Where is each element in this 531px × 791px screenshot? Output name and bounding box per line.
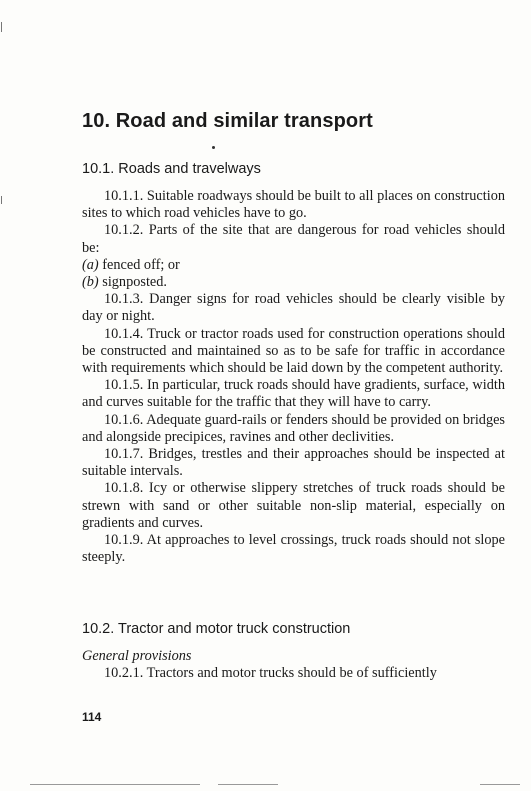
- list-item: [82, 257, 505, 274]
- paragraph-10-1-4: 10.1.4. Truck or tractor roads used for construction operations should be constructed and maintained so as to be safe for traffic in accordance with requirements which should be laid down by the competent authority.: [82, 325, 505, 377]
- scan-edge-mark-middle: [1, 196, 2, 204]
- section-heading-tractor: 10.2. Tractor and motor truck construction: [82, 621, 351, 637]
- scan-edge-mark-top: [1, 22, 2, 32]
- chapter-title: 10. Road and similar transport: [82, 110, 373, 132]
- print-speck: [212, 146, 215, 149]
- list-item-text: signposted.: [102, 274, 167, 291]
- subheading-general-provisions: General provisions: [82, 648, 192, 664]
- scan-bottom-rule: [480, 784, 520, 785]
- section-body-tractor: [82, 648, 505, 682]
- scan-bottom-rule: [30, 784, 200, 785]
- paragraph-10-1-7: 10.1.7. Bridges, trestles and their approaches should be inspected at suitable intervals.: [82, 446, 505, 480]
- section-heading-roads: 10.1. Roads and travelways: [82, 161, 261, 177]
- list-item-text: fenced off; or: [102, 256, 180, 273]
- section-body-roads: [82, 188, 505, 566]
- paragraph-10-1-9: 10.1.9. At approaches to level crossings, truck roads should not slope steeply.: [82, 532, 505, 566]
- list-item-label: (b): [82, 274, 99, 291]
- page-number: 114: [82, 710, 102, 724]
- paragraph-10-1-1: 10.1.1. Suitable roadways should be built to all places on construction sites to which road vehicles have to go.: [82, 188, 505, 222]
- paragraph-10-1-5: 10.1.5. In particular, truck roads should have gradients, surface, width and curves suitable for the traffic that they will have to carry.: [82, 377, 505, 411]
- list-item-label: (a): [82, 256, 99, 273]
- scan-bottom-rule: [218, 784, 278, 785]
- paragraph-10-1-8: 10.1.8. Icy or otherwise slippery stretches of truck roads should be strewn with sand or other suitable non-slip material, especially on gradients and curves.: [82, 480, 505, 531]
- list-item: [82, 274, 505, 291]
- paragraph-10-1-6: 10.1.6. Adequate guard-rails or fenders should be provided on bridges and alongside precipices, ravines and other declivities.: [82, 411, 505, 445]
- paragraph-10-2-1: 10.2.1. Tractors and motor trucks should be of sufficiently: [104, 665, 437, 682]
- paragraph-10-1-3: 10.1.3. Danger signs for road vehicles should be clearly visible by day or night.: [82, 291, 505, 325]
- paragraph-10-1-2: 10.1.2. Parts of the site that are dangerous for road vehicles should be:: [82, 222, 505, 256]
